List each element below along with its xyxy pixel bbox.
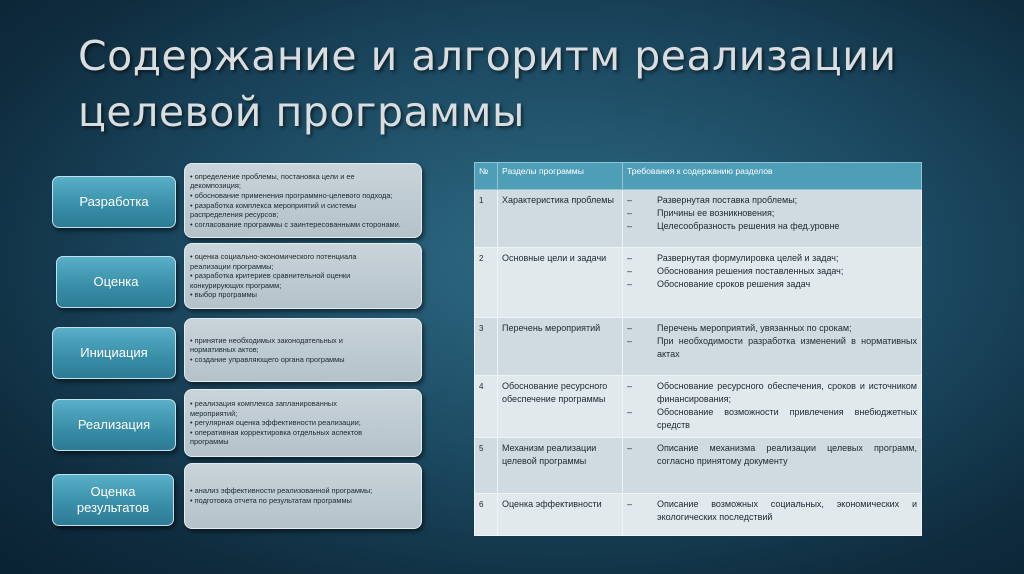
detail-item: • согласование программы с заинтересованными сторонами. [190, 219, 401, 229]
table-row [475, 190, 922, 248]
detail-item: • создание управляющего органа программы [190, 354, 345, 364]
row-section: Перечень мероприятий [498, 318, 623, 376]
stage-results-evaluation-details [184, 463, 422, 529]
detail-item: • оценка социально-экономического потенциала реализации программы; [190, 252, 357, 271]
column-header-sections: Разделы программы [498, 163, 623, 190]
stage-evaluation-details [184, 243, 422, 309]
table-row [475, 494, 922, 536]
requirement-item: – Описание возможных социальных, экономических и экологических последствий [627, 499, 917, 522]
stage-label: Инициация [80, 345, 148, 360]
column-header-number: № [475, 163, 498, 190]
row-section: Обоснование ресурсного обеспечение программы [498, 376, 623, 438]
row-requirements [623, 494, 922, 536]
column-header-requirements: Требования к содержанию разделов [623, 163, 922, 190]
detail-item: • выбор программы [190, 290, 257, 300]
table-row [475, 318, 922, 376]
stage-implementation [52, 399, 176, 451]
detail-item: • реализация комплекса запланированных мероприятий; [190, 399, 337, 418]
requirement-item: – Обоснование ресурсного обеспечения, сроков и источником финансирования; [627, 381, 917, 404]
row-section: Оценка эффективности [498, 494, 623, 536]
stage-implementation-details [184, 389, 422, 457]
stage-development-details [184, 163, 422, 238]
row-number: 6 [475, 494, 498, 536]
program-sections-table [474, 162, 922, 536]
detail-item: • обоснование применения программно-целевого подхода; [190, 190, 393, 200]
row-number: 3 [475, 318, 498, 376]
row-section: Характеристика проблемы [498, 190, 623, 248]
stage-label: Реализация [77, 417, 151, 432]
stage-label: Оценка [93, 274, 139, 289]
row-requirements [623, 376, 922, 438]
requirement-item: – При необходимости разработка изменений в нормативных актах [627, 336, 917, 359]
table-row [475, 438, 922, 494]
stage-development [52, 176, 176, 228]
row-number: 2 [475, 248, 498, 318]
row-requirements [623, 248, 922, 318]
requirement-item: – Развернутая формулировка целей и задач; [627, 253, 839, 263]
stage-results-evaluation [52, 474, 174, 526]
row-number: 1 [475, 190, 498, 248]
stage-initiation-details [184, 318, 422, 382]
detail-item: • анализ эффективности реализованной программы; [190, 486, 373, 496]
detail-item: • принятие необходимых законодательных и нормативных актов; [190, 335, 343, 355]
detail-item: • регулярная оценка эффективности реализации; [190, 418, 361, 428]
detail-item: • подготовка отчета по результатам программы [190, 496, 352, 505]
row-requirements [623, 318, 922, 376]
detail-item: • разработка комплекса мероприятий и системы распределения ресурсов; [190, 200, 357, 220]
detail-item: • разработка критериев сравнительной оценки конкурирующих программ; [190, 271, 351, 290]
requirement-item: – Обоснования решения поставленных задач; [627, 266, 844, 276]
table-row [475, 376, 922, 438]
row-requirements [623, 438, 922, 494]
table-row [475, 248, 922, 318]
requirement-item: – Обоснование возможности привлечения внебюджетных средств [627, 407, 917, 430]
stage-label: Разработка [79, 194, 149, 209]
row-section: Основные цели и задачи [498, 248, 623, 318]
detail-item: • определение проблемы, постановка цели и ее декомпозиция; [190, 171, 355, 191]
row-requirements [623, 190, 922, 248]
detail-item: • оперативная корректировка отдельных аспектов программы [190, 427, 363, 447]
requirement-item: – Перечень мероприятий, увязанных по срокам; [627, 323, 852, 333]
requirement-item: – Описание механизма реализации целевых программ, согласно принятому документу [627, 443, 917, 466]
stage-evaluation [56, 256, 176, 308]
requirement-item: – Целесообразность решения на фед.уровне [627, 221, 840, 231]
requirement-item: – Причины ее возникновения; [627, 208, 775, 218]
stage-initiation [52, 327, 176, 379]
requirement-item: – Развернутая поставка проблемы; [627, 195, 798, 205]
requirement-item: – Обоснование сроков решения задач [627, 279, 811, 289]
table-header-row [475, 163, 922, 190]
row-section: Механизм реализации целевой программы [498, 438, 623, 494]
row-number: 5 [475, 438, 498, 494]
row-number: 4 [475, 376, 498, 438]
stage-label: Оценка результатов [76, 484, 150, 515]
slide-title: Содержание и алгоритм реализации целевой программы [78, 32, 897, 136]
